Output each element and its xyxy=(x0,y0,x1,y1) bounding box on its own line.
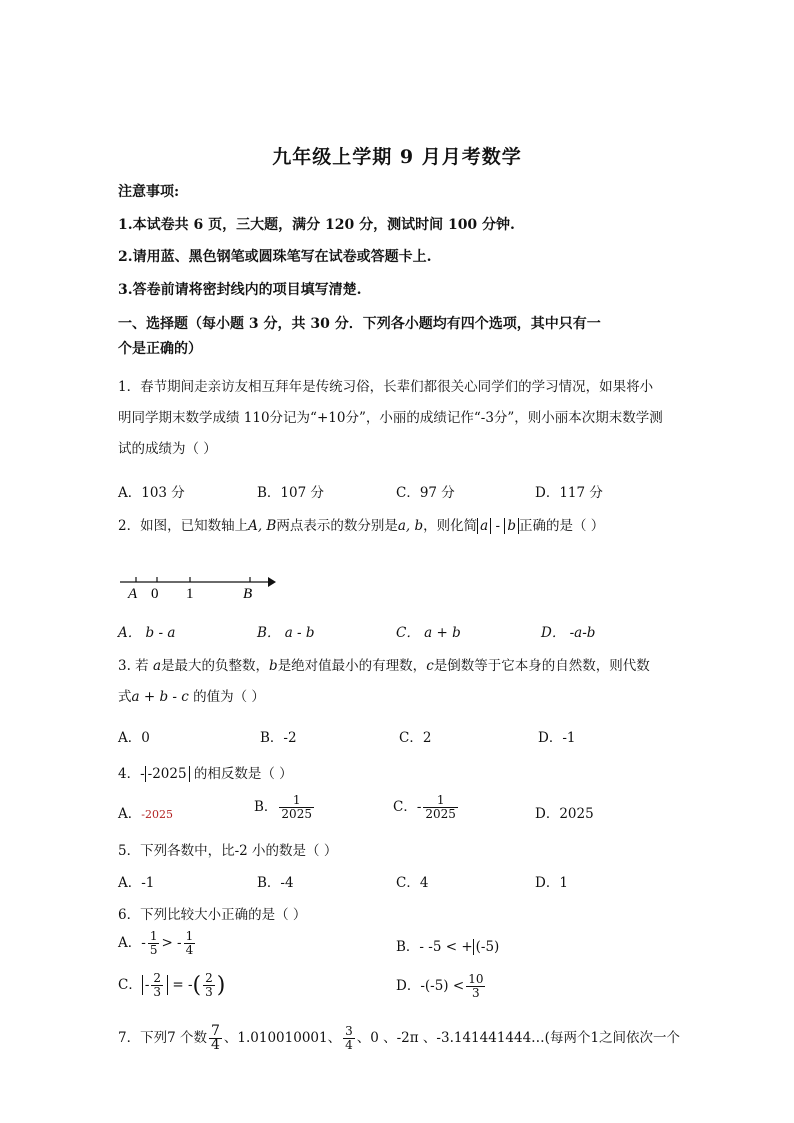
q2-stem xyxy=(118,514,604,534)
notice-item-3: 3.答卷前请将密封线内的项目填写清楚. xyxy=(118,282,362,298)
q2-points: A, B xyxy=(248,518,277,534)
q7-stem xyxy=(118,1025,680,1052)
q4-c-denominator: 2025 xyxy=(425,807,456,821)
q2-option-d: D． -a-b xyxy=(541,625,596,641)
q7-f1-numerator: 7 xyxy=(210,1023,220,1039)
number-line-arrow xyxy=(268,577,276,587)
q4-option-c xyxy=(393,794,460,821)
q1-line-1: 1．春节期间走亲访友相互拜年是传统习俗，长辈们都很关心同学们的学习情况，如果将小 xyxy=(118,379,654,395)
q1-line-2: 明同学期末数学成绩 110分记为“+10分”，小丽的成绩记作“-3分”，则小丽本次期末数学测 xyxy=(118,410,663,426)
q6-d-fraction xyxy=(466,973,485,1000)
q4-option-d: D．2025 xyxy=(535,806,594,822)
q6-stem: 6．下列比较大小正确的是（ ） xyxy=(118,907,307,923)
q2-option-a: A． b - a xyxy=(118,625,176,641)
q4-stem xyxy=(118,762,293,782)
q3-var-a: a xyxy=(152,658,162,674)
q6-c-d2: 3 xyxy=(205,985,213,999)
q2-text-post1: ，则化简 xyxy=(423,518,478,534)
notice-item-1: 1.本试卷共 6 页，三大题，满分 120 分，测试时间 100 分钟. xyxy=(118,217,515,233)
q4-b-denominator: 2025 xyxy=(281,807,312,821)
q5-option-c: C．4 xyxy=(396,875,429,891)
q6-option-a xyxy=(118,930,197,957)
q6-c-n2: 2 xyxy=(205,971,213,985)
q5-option-d: D．1 xyxy=(535,875,568,891)
q2-option-c: C． a + b xyxy=(396,625,461,641)
section-heading-line-2: 个是正确的） xyxy=(118,341,202,357)
q3-var-c: c xyxy=(426,658,434,674)
q7-f1-denominator: 4 xyxy=(210,1037,220,1053)
q6-c-abs: - $\frac{2}{3}$ xyxy=(142,975,168,995)
q6-a-label: A． xyxy=(118,935,142,951)
q6-c-op: = - xyxy=(168,977,193,993)
q6-d-text: D．-(-5) < xyxy=(396,978,465,994)
q1-line-3: 试的成绩为（ ） xyxy=(118,441,217,457)
q6-option-b xyxy=(396,935,499,955)
number-line-figure xyxy=(118,566,288,606)
q3-line-1 xyxy=(118,654,650,674)
q6-a-n1: 1 xyxy=(149,929,158,943)
q4-option-a-label: A． xyxy=(118,806,142,822)
page-title: 九年级上学期 9 月月考数学 xyxy=(272,146,522,168)
q4-post: 的相反数是（ ） xyxy=(189,766,293,782)
q7-mid: 、1.010010001、 xyxy=(223,1030,342,1046)
q6-c-label: C． xyxy=(118,977,142,993)
section-heading-line-1: 一、选择题（每小题 3 分，共 30 分．下列各小题均有四个选项，其中只有一 xyxy=(118,316,601,332)
q6-c-frac-1 xyxy=(151,972,163,999)
q3-option-b: B．-2 xyxy=(260,730,297,746)
q3-line-2 xyxy=(118,685,265,705)
q3-mid1: 是最大的负整数， xyxy=(161,658,270,674)
q4-option-a-value: -2025 xyxy=(141,808,173,821)
q2-vals: a, b xyxy=(397,518,424,534)
q5-option-b: B．-4 xyxy=(257,875,294,891)
label-a: A xyxy=(128,586,138,602)
q3-option-d: D．-1 xyxy=(538,730,576,746)
q2-abs-a: a xyxy=(477,518,491,534)
notice-item-2: 2.请用蓝、黑色钢笔或圆珠笔写在试卷或答题卡上. xyxy=(118,249,432,265)
q6-c-frac-2 xyxy=(203,972,215,999)
q4-option-b-fraction xyxy=(279,794,314,821)
label-b: B xyxy=(243,586,253,602)
q6-a-frac-1 xyxy=(148,930,160,957)
q4-abs-value: -2025 xyxy=(145,766,190,782)
q4-option-b xyxy=(254,794,316,821)
q6-b-tail: (-5) xyxy=(473,939,500,955)
q2-minus: - xyxy=(491,518,505,534)
q4-c-numerator: 1 xyxy=(423,794,458,808)
q1-option-d: D．117 分 xyxy=(535,485,603,501)
q4-option-b-label: B． xyxy=(254,799,278,815)
label-1: 1 xyxy=(186,586,194,602)
q5-option-a: A．-1 xyxy=(118,875,155,891)
q6-c-d1: 3 xyxy=(153,985,162,999)
label-0: 0 xyxy=(151,586,159,602)
q6-a-n2: 1 xyxy=(185,929,194,943)
q2-text-post2: 正确的是（ ） xyxy=(519,518,605,534)
q4-option-a xyxy=(118,802,173,822)
q2-abs-b: b xyxy=(504,518,519,534)
q6-a-minus: - xyxy=(141,935,146,951)
q1-option-b: B．107 分 xyxy=(257,485,324,501)
q6-option-c: C． - $\frac{2}{3}$ = -( $\frac{2}{3}$ ) xyxy=(118,971,226,999)
q7-f2-numerator: 3 xyxy=(345,1024,353,1038)
q4-option-c-label: C．- xyxy=(393,799,422,815)
q6-d-denominator: 3 xyxy=(472,986,480,1000)
notice-heading: 注意事项: xyxy=(118,184,180,200)
q7-frac-1 xyxy=(209,1025,222,1052)
q3-line2-post: 的值为（ ） xyxy=(188,689,265,705)
q2-text-pre: 2．如图，已知数轴上 xyxy=(118,518,249,534)
q3-line2-pre: 式 xyxy=(118,689,132,705)
q3-expression: a + b - c xyxy=(131,689,189,705)
q6-a-d1: 5 xyxy=(149,943,158,957)
q3-mid2: 是绝对值最小的有理数， xyxy=(277,658,427,674)
q4-pre: 4．- xyxy=(118,766,145,782)
q2-text-mid: 两点表示的数分别是 xyxy=(276,518,398,534)
q6-d-numerator: 10 xyxy=(468,972,484,986)
q7-frac-2 xyxy=(343,1025,355,1052)
q3-option-a: A．0 xyxy=(118,730,150,746)
q7-post: 、0 、-2π 、-3.141441444…(每两个1之间依次一个 xyxy=(356,1030,681,1046)
q6-a-d2: 4 xyxy=(185,943,194,957)
q4-b-numerator: 1 xyxy=(279,794,314,808)
q6-b-text: B．- -5 < + xyxy=(396,939,473,955)
q7-f2-denominator: 4 xyxy=(345,1038,353,1052)
q3-option-c: C．2 xyxy=(399,730,432,746)
q3-pre: 3. 若 xyxy=(118,658,153,674)
q6-a-frac-2 xyxy=(184,930,196,957)
q3-post: 是倒数等于它本身的自然数，则代数 xyxy=(433,658,650,674)
q1-option-a: A．103 分 xyxy=(118,485,185,501)
q6-option-d xyxy=(396,973,487,1000)
q5-stem: 5．下列各数中，比-2 小的数是（ ） xyxy=(118,843,338,859)
q3-var-b: b xyxy=(269,658,278,674)
q1-option-c: C．97 分 xyxy=(396,485,455,501)
q2-option-b: B． a - b xyxy=(257,625,315,641)
q7-pre: 7．下列7 个数 xyxy=(118,1030,207,1046)
q6-a-op: > - xyxy=(161,935,182,951)
q4-option-c-fraction xyxy=(423,794,458,821)
q6-c-n1: 2 xyxy=(153,971,162,985)
